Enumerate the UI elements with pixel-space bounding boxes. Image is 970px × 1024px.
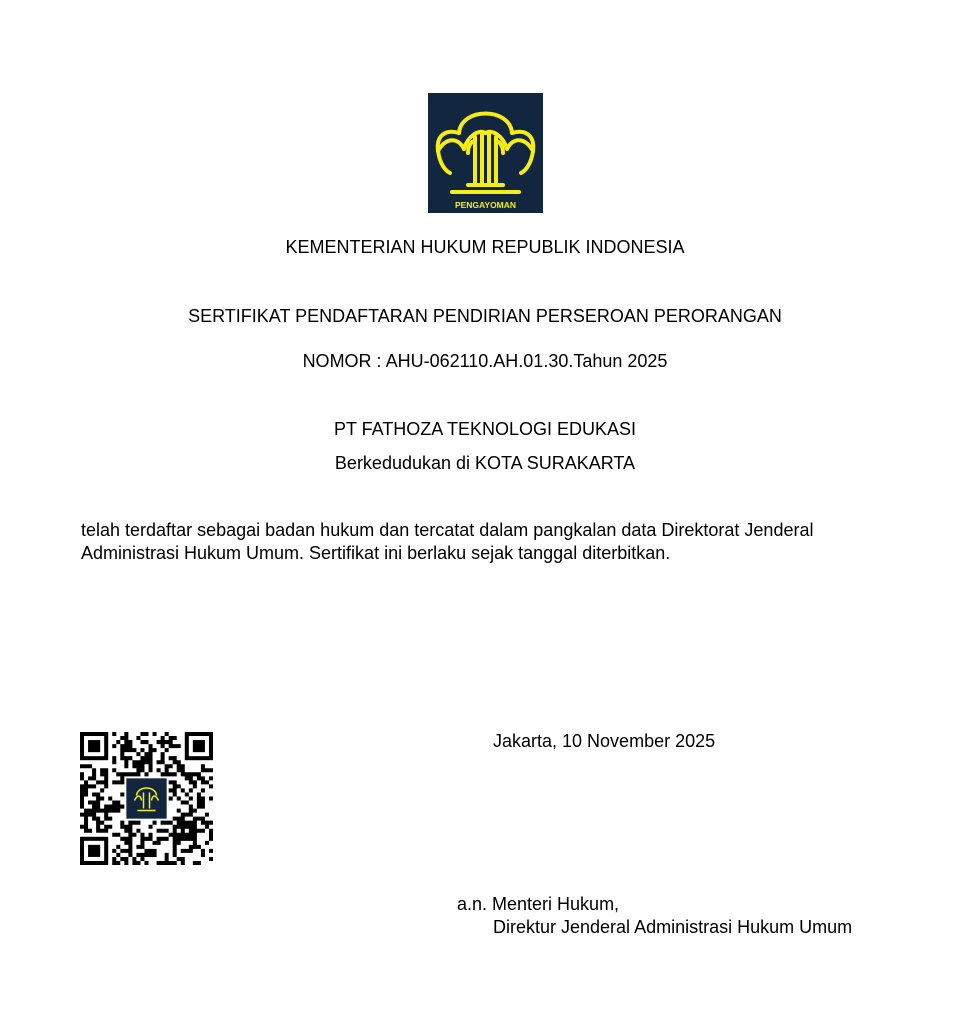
pengayoman-logo [428, 93, 543, 213]
pengayoman-emblem-icon [428, 93, 543, 213]
statement-line-1: telah terdaftar sebagai badan hukum dan tercatat dalam pangkalan data Direktorat Jenderal [81, 520, 814, 540]
logo-caption: PENGAYOMAN [454, 200, 517, 210]
verification-qr-code [80, 732, 213, 865]
certificate-title: SERTIFIKAT PENDAFTARAN PENDIRIAN PERSEROAN PERORANGAN [188, 306, 782, 326]
company-name: PT FATHOZA TEKNOLOGI EDUKASI [333, 419, 637, 439]
qr-finder-top-right [185, 732, 213, 760]
ministry-name: KEMENTERIAN HUKUM REPUBLIK INDONESIA [285, 237, 685, 257]
qr-center-logo-icon [126, 778, 166, 818]
issue-place-date: Jakarta, 10 November 2025 [493, 731, 716, 751]
registration-statement [81, 519, 901, 565]
signatory-title: Direktur Jenderal Administrasi Hukum Umum [493, 917, 853, 937]
qr-finder-bottom-left [80, 837, 108, 865]
statement-line-2: Administrasi Hukum Umum. Sertifikat ini berlaku sejak tanggal diterbitkan. [81, 543, 671, 563]
qr-code-icon [80, 732, 213, 865]
qr-finder-top-left [80, 732, 108, 760]
on-behalf-of: a.n. Menteri Hukum, [457, 894, 620, 914]
certificate-number: NOMOR : AHU-062110.AH.01.30.Tahun 2025 [302, 351, 668, 371]
company-domicile: Berkedudukan di KOTA SURAKARTA [334, 453, 636, 473]
